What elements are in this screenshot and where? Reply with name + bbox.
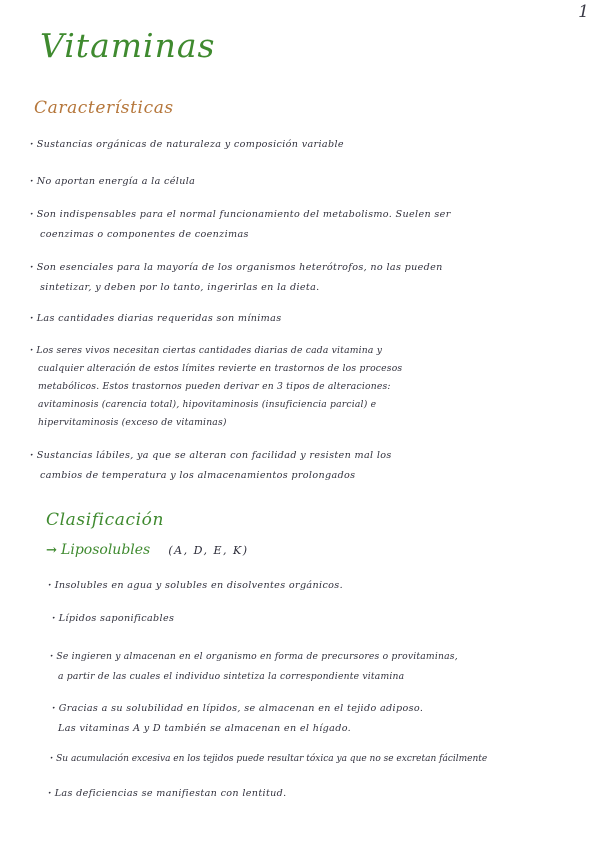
note-bullet	[30, 342, 402, 432]
note-line: Son indispensables para el normal funcionamiento del metabolismo. Suelen ser	[36, 209, 451, 220]
note-line: Gracias a su solubilidad en lípidos, se almacenan en el tejido adiposo.	[58, 703, 424, 714]
note-bullet	[30, 205, 451, 245]
note-line: Las vitaminas A y D también se almacenan en el hígado.	[58, 723, 352, 734]
note-bullet	[30, 309, 281, 329]
note-bullet	[30, 258, 443, 298]
note-bullet	[30, 172, 195, 192]
bullet-dot: ·	[30, 450, 34, 461]
note-line: Los seres vivos necesitan ciertas cantidades diarias de cada vitamina y	[36, 345, 383, 356]
note-line: cualquier alteración de estos límites revierte en trastornos de los procesos	[38, 363, 403, 374]
note-line: coenzimas o componentes de coenzimas	[40, 229, 249, 240]
note-line: Sustancias orgánicas de naturaleza y composición variable	[36, 139, 344, 150]
note-line: No aportan energía a la célula	[36, 176, 196, 187]
note-line: avitaminosis (carencia total), hipovitaminosis (insuficiencia parcial) e	[38, 399, 377, 410]
note-line: Son esenciales para la mayoría de los organismos heterótrofos, no las pueden	[36, 262, 443, 273]
bullet-dot: ·	[48, 580, 52, 591]
section-heading-clasificacion: Clasificación	[46, 510, 165, 530]
bullet-dot: ·	[30, 345, 34, 356]
note-bullet	[50, 647, 458, 687]
bullet-dot: ·	[30, 313, 34, 324]
bullet-dot: ·	[30, 139, 34, 150]
note-line: cambios de temperatura y los almacenamientos prolongados	[40, 470, 356, 481]
note-line: Insolubles en agua y solubles en disolventes orgánicos.	[54, 580, 343, 591]
note-line: Se ingieren y almacenan en el organismo en forma de precursores o provitaminas,	[56, 651, 458, 662]
note-line: Su acumulación excesiva en los tejidos puede resultar tóxica ya que no se excretan fácilmente	[56, 754, 488, 764]
note-bullet	[48, 576, 343, 596]
subheading-liposolubles	[46, 542, 249, 558]
bullet-dot: ·	[52, 703, 56, 714]
arrow-right-icon: →	[46, 543, 57, 558]
bullet-dot: ·	[30, 262, 34, 273]
note-bullet	[30, 446, 392, 486]
note-line: metabólicos. Estos trastornos pueden derivar en 3 tipos de alteraciones:	[38, 381, 391, 392]
bullet-dot: ·	[30, 176, 34, 187]
note-bullet	[52, 699, 423, 739]
note-bullet	[48, 784, 287, 804]
bullet-dot: ·	[50, 651, 54, 662]
section-heading-caracteristicas: Características	[34, 98, 174, 118]
bullet-dot: ·	[48, 788, 52, 799]
subheading-vitamin-list: (A, D, E, K)	[168, 544, 249, 557]
note-line: sintetizar, y deben por lo tanto, ingerirlas en la dieta.	[40, 282, 320, 293]
note-bullet	[50, 749, 487, 769]
bullet-dot: ·	[52, 613, 56, 624]
bullet-dot: ·	[50, 754, 54, 764]
note-line: Lípidos saponificables	[58, 613, 175, 624]
subheading-title: Liposolubles	[61, 542, 151, 558]
page-number: 1	[578, 2, 589, 22]
note-line: Sustancias lábiles, ya que se alteran con facilidad y resisten mal los	[36, 450, 392, 461]
note-bullet	[30, 135, 344, 155]
note-line: a partir de las cuales el individuo sintetiza la correspondiente vitamina	[58, 671, 405, 682]
note-line: hipervitaminosis (exceso de vitaminas)	[38, 417, 227, 428]
note-line: Las cantidades diarias requeridas son mínimas	[36, 313, 282, 324]
page-title: Vitaminas	[40, 26, 216, 65]
note-bullet	[52, 609, 174, 629]
bullet-dot: ·	[30, 209, 34, 220]
note-line: Las deficiencias se manifiestan con lentitud.	[54, 788, 287, 799]
